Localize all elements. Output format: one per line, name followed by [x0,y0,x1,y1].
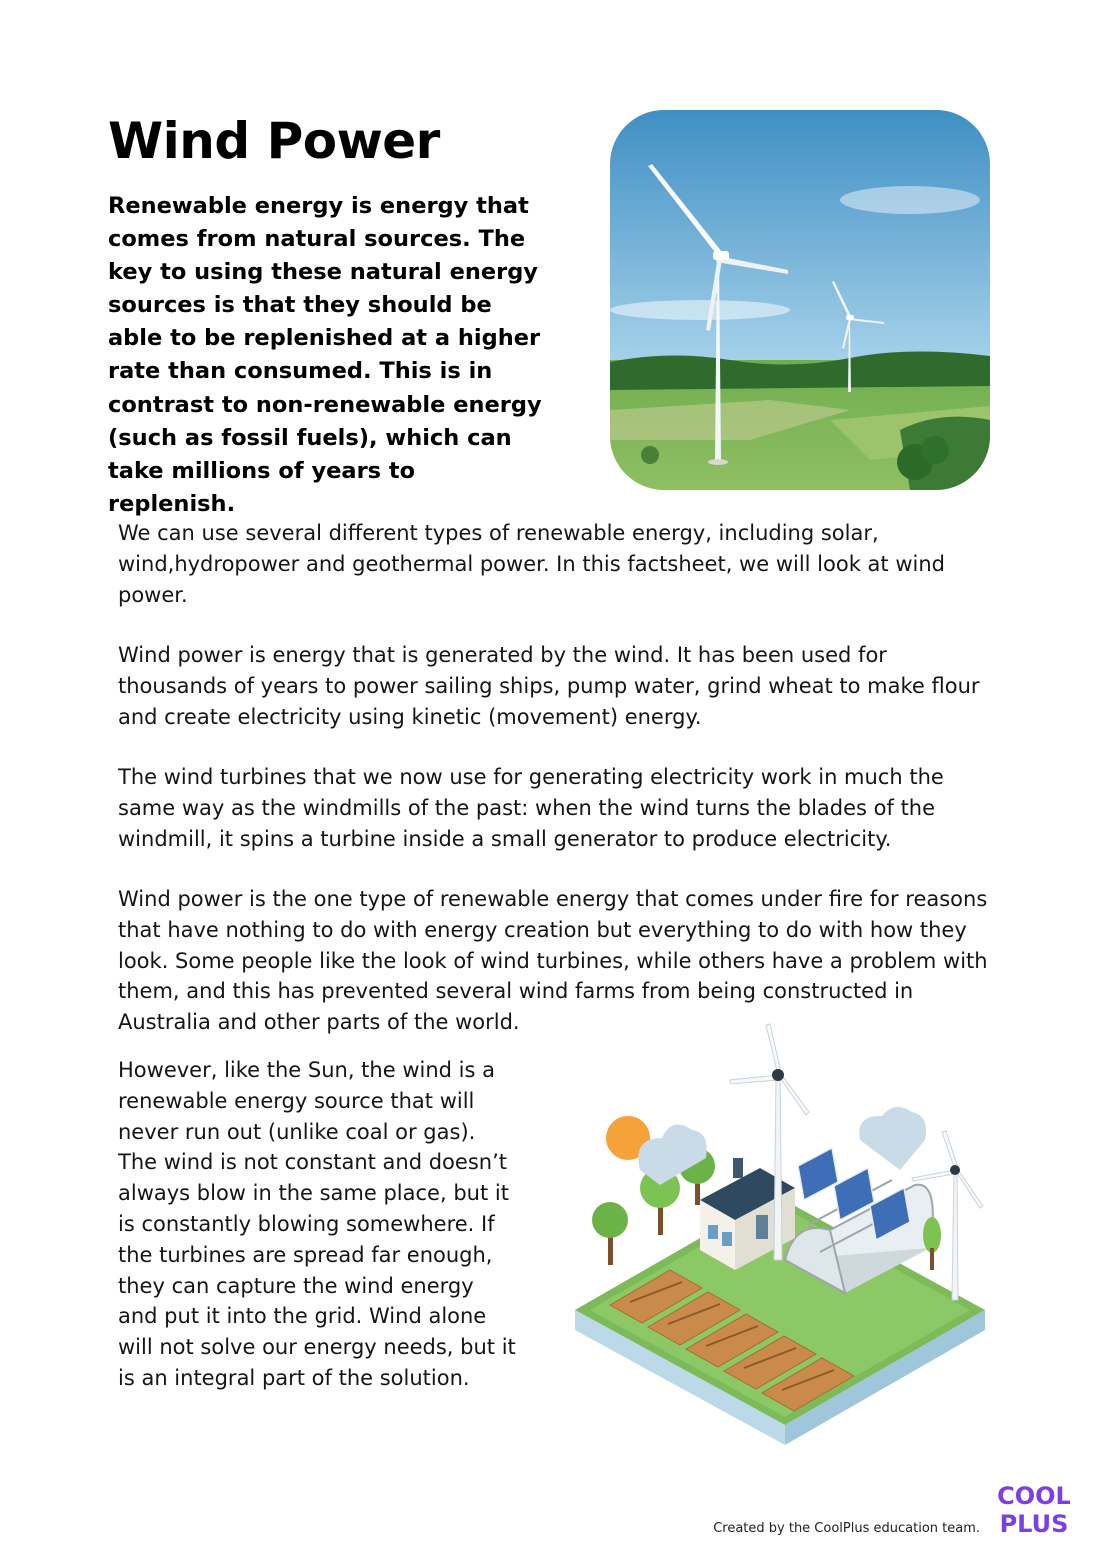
paragraph-wind-renewable: However, like the Sun, the wind is a renewable energy source that will never run out (unlike coal or gas). The wind is not constant and doesn’t always blow in the same place, but it is constantly blowing somewhere. If the turbines are spread far enough, they can capture the wind energy and put it into the grid. Wind alone will not solve our energy needs, but it is an integral part of the solution. [118,1058,516,1390]
paragraph-wind-turbines: The wind turbines that we now use for generating electricity work in much the same way as the windmills of the past: when the wind turns the blades of the windmill, it spins a turbine inside a small generator to produce electricity. [118,765,944,851]
wind-turbine-photo [610,110,990,490]
svg-text:COOL: COOL [997,1482,1071,1510]
paragraph-wind-farm-opposition: Wind power is the one type of renewable energy that comes under fire for reasons that have nothing to do with energy creation but everything to do with how they look. Some people like the look of wind turbines, while others have a problem with them, and this has prevented several wind farms from being constructed in Australia and other parts of the world. [118,887,988,1035]
intro-paragraph: Renewable energy is energy that comes from natural sources. The key to using these natural energy sources is that they should be able to be replenished at a higher rate than consumed. This is in contrast to non-renewable energy (such as fossil fuels), which can take millions of years to replenish. [108,193,542,517]
svg-text:PLUS: PLUS [999,1510,1069,1538]
renewable-farm-illustration [570,1020,990,1450]
paragraph-types-of-energy: We can use several different types of renewable energy, including solar, wind,hydropower and geothermal power. In this factsheet, we will look at wind power. [118,521,945,607]
page-title: Wind Power [108,112,440,170]
paragraph-wind-power-definition: Wind power is energy that is generated by the wind. It has been used for thousands of years to power sailing ships, pump water, grind wheat to make flour and create electricity using kinetic (movement) energy. [118,643,980,729]
coolplus-logo [994,1478,1074,1538]
footer-credit: Created by the CoolPlus education team. [713,1521,980,1536]
